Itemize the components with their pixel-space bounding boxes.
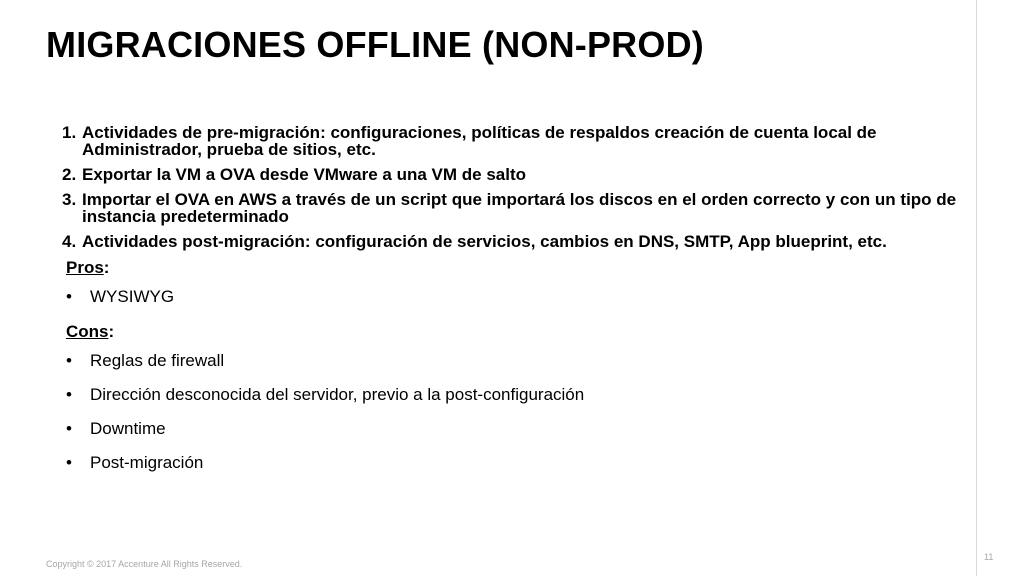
cons-list [62,351,962,473]
slide-title: MIGRACIONES OFFLINE (NON-PROD) [46,24,704,65]
step-number: 2. [62,165,77,184]
pros-heading [66,258,962,278]
page-number: 11 [984,552,994,562]
pros-label: Pros [66,258,104,277]
pros-item-text: WYSIWYG [90,287,175,306]
bullet-icon: • [66,385,72,404]
step-text: Actividades de pre-migración: configuraciones, políticas de respaldos creación de cuenta local de Administrador, prueba de sitios, etc. [82,123,877,159]
step-item [62,124,962,158]
step-item [62,166,962,183]
steps-list [62,124,962,250]
step-number: 3. [62,190,77,209]
step-number: 4. [62,232,77,251]
step-item [62,191,962,225]
bullet-icon: • [66,453,72,472]
step-text: Actividades post-migración: configuración de servicios, cambios en DNS, SMTP, App blueprint, etc. [82,232,887,251]
bullet-icon: • [66,287,72,306]
cons-item [66,351,962,371]
right-margin-line [976,0,977,576]
bullet-icon: • [66,351,72,370]
cons-item-text: Post-migración [90,453,204,472]
cons-item [66,419,962,439]
step-text: Exportar la VM a OVA desde VMware a una VM de salto [82,165,527,184]
step-text: Importar el OVA en AWS a través de un script que importará los discos en el orden correcto y con un tipo de instancia predeterminado [82,190,957,226]
cons-heading [66,322,962,342]
bullet-icon: • [66,419,72,438]
cons-item [66,453,962,473]
pros-list [62,287,962,307]
cons-item-text: Reglas de firewall [90,351,225,370]
cons-item [66,385,962,405]
pros-colon: : [103,258,110,277]
slide-body [62,124,962,487]
copyright-footer: Copyright © 2017 Accenture All Rights Reserved. [46,559,243,569]
step-number: 1. [62,123,77,142]
cons-item-text: Downtime [90,419,166,438]
cons-colon: : [108,322,115,341]
step-item [62,233,962,250]
cons-item-text: Dirección desconocida del servidor, previo a la post-configuración [90,385,585,404]
pros-item [66,287,962,307]
cons-label: Cons [66,322,109,341]
